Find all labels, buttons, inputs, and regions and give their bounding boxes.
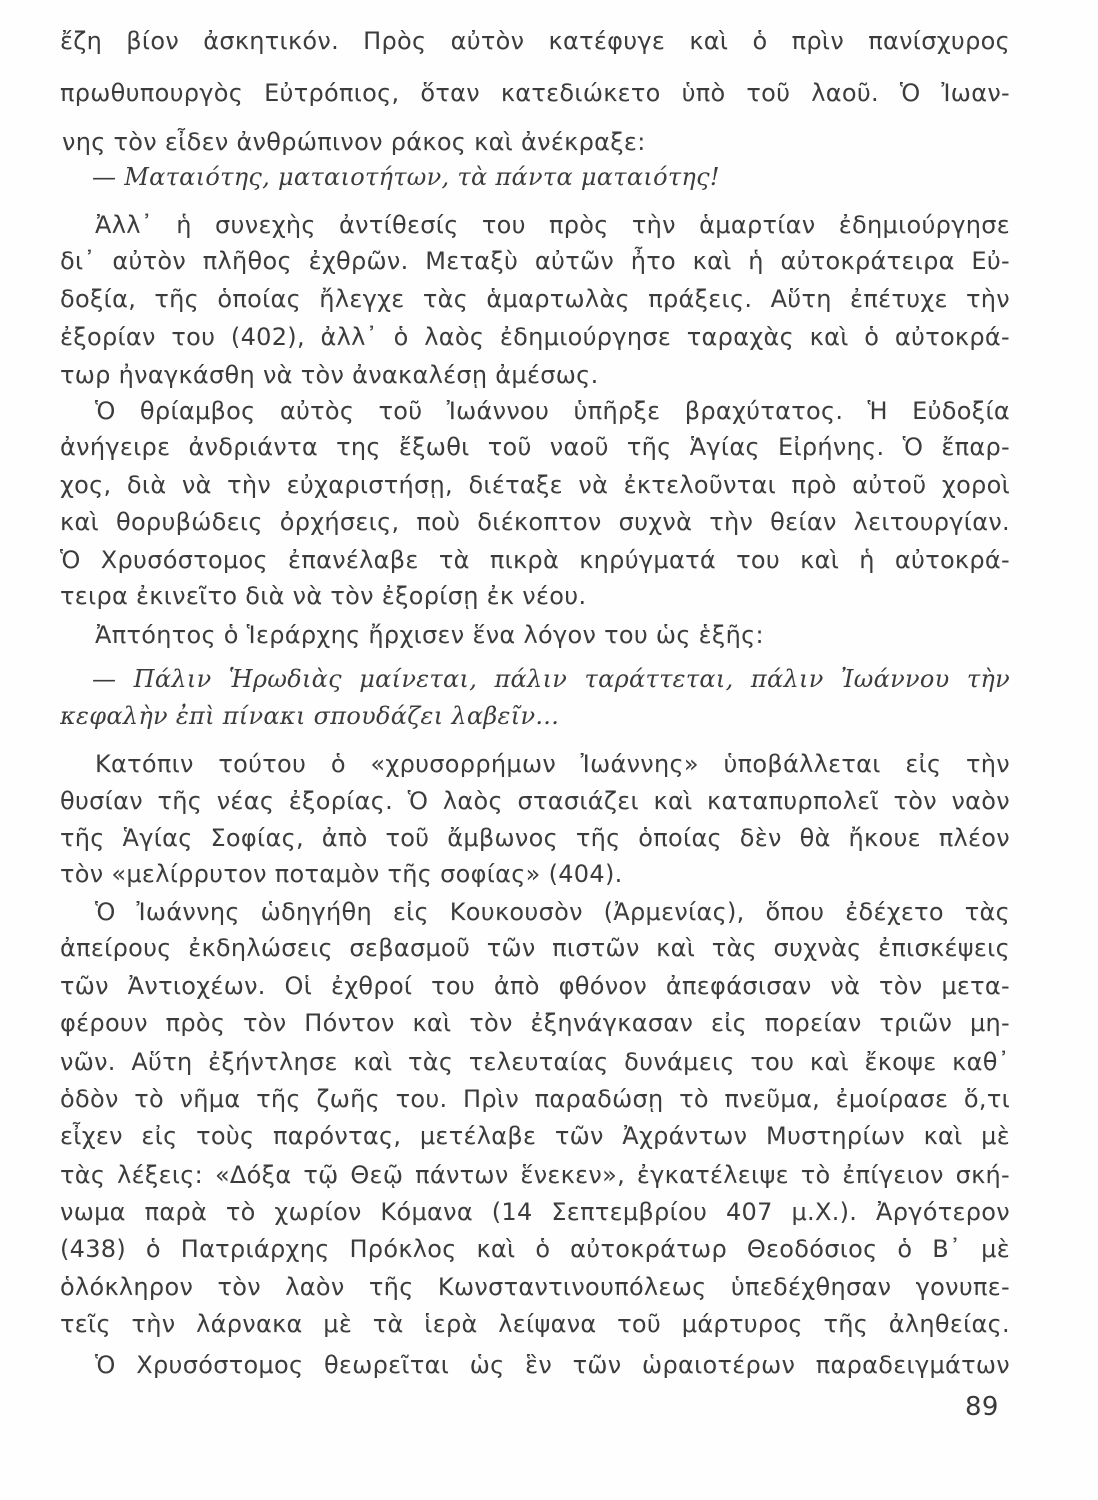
text-line-27: νῶν. Αὕτη ἐξήντλησε καὶ τὰς τελευταίας δυνάμεις του καὶ ἔκοψε καθ᾽: [60, 1048, 1010, 1076]
text-line-25: τῶν Ἀντιοχέων. Οἱ ἐχθροί του ἀπὸ φθόνον ἀπεφάσισαν νὰ τὸν μετα-: [60, 972, 1010, 1000]
text-line-16: Ἀπτόητος ὁ Ἱεράρχης ἤρχισεν ἕνα λόγον του ὡς ἑξῆς:: [95, 621, 764, 649]
text-line-26: φέρουν πρὸς τὸν Πόντον καὶ τὸν ἐξηνάγκασαν εἰς πορείαν τριῶν μη-: [60, 1009, 1010, 1037]
text-line-35: Ὁ Χρυσόστομος θεωρεῖται ὡς ἓν τῶν ὡραιοτέρων παραδειγμάτων: [95, 1351, 1010, 1379]
page-number: 89: [965, 1392, 999, 1422]
text-line-15: τειρα ἐκινεῖτο διὰ νὰ τὸν ἐξορίσῃ ἐκ νέου.: [60, 582, 587, 610]
text-line-28: ὁδὸν τὸ νῆμα τῆς ζωῆς του. Πρὶν παραδώσῃ τὸ πνεῦμα, ἐμοίρασε ὅ,τι: [60, 1085, 1010, 1113]
text-line-21: τῆς Ἁγίας Σοφίας, ἀπὸ τοῦ ἄμβωνος τῆς ὁποίας δὲν θὰ ἤκουε πλέον: [60, 824, 1010, 852]
text-line-20: θυσίαν τῆς νέας ἐξορίας. Ὁ λαὸς στασιάζει καὶ καταπυρπολεῖ τὸν ναὸν: [60, 787, 1010, 815]
text-line-8: ἐξορίαν του (402), ἀλλ᾽ ὁ λαὸς ἐδημιούργησε ταραχὰς καὶ ὁ αὐτοκρά-: [60, 323, 1010, 351]
text-line-19: Κατόπιν τούτου ὁ «χρυσορρήμων Ἰωάννης» ὑποβάλλεται εἰς τὴν: [95, 750, 1010, 778]
text-line-1: ἔζη βίον ἀσκητικόν. Πρὸς αὐτὸν κατέφυγε καὶ ὁ πρὶν πανίσχυρος: [60, 27, 1010, 55]
text-line-32: (438) ὁ Πατριάρχης Πρόκλος καὶ ὁ αὐτοκράτωρ Θεοδόσιος ὁ Β᾽ μὲ: [60, 1235, 1010, 1263]
text-line-34: τεῖς τὴν λάρνακα μὲ τὰ ἱερὰ λείψανα τοῦ μάρτυρος τῆς ἀληθείας.: [60, 1310, 1010, 1338]
text-line-23: Ὁ Ἰωάννης ὡδηγήθη εἰς Κουκουσὸν (Ἀρμενίας), ὅπου ἐδέχετο τὰς: [95, 898, 1010, 926]
text-line-31: νωμα παρὰ τὸ χωρίον Κόμανα (14 Σεπτεμβρίου 407 μ.Χ.). Ἀργότερον: [60, 1198, 1010, 1226]
quote-line-1: — Ματαιότης, ματαιοτήτων, τὰ πάντα ματαιότης!: [92, 163, 720, 191]
text-line-6: δι᾽ αὐτὸν πλῆθος ἐχθρῶν. Μεταξὺ αὐτῶν ἦτο καὶ ἡ αὐτοκράτειρα Εὐ-: [60, 247, 1010, 275]
text-line-5: Ἀλλ᾽ ἡ συνεχὴς ἀντίθεσίς του πρὸς τὴν ἁμαρτίαν ἐδημιούργησε: [95, 211, 1010, 239]
text-line-29: εἶχεν εἰς τοὺς παρόντας, μετέλαβε τῶν Ἀχράντων Μυστηρίων καὶ μὲ: [60, 1122, 1010, 1150]
text-line-9: τωρ ἠναγκάσθη νὰ τὸν ἀνακαλέσῃ ἀμέσως.: [60, 361, 599, 389]
text-line-10: Ὁ θρίαμβος αὐτὸς τοῦ Ἰωάννου ὑπῆρξε βραχύτατος. Ἡ Εὐδοξία: [95, 397, 1010, 425]
text-line-3: νης τὸν εἶδεν ἀνθρώπινον ράκος καὶ ἀνέκραξε:: [62, 128, 646, 156]
text-line-2: πρωθυπουργὸς Εὐτρόπιος, ὅταν κατεδιώκετο ὑπὸ τοῦ λαοῦ. Ὁ Ἰωαν-: [60, 79, 1010, 107]
text-line-7: δοξία, τῆς ὁποίας ἤλεγχε τὰς ἁμαρτωλὰς πράξεις. Αὕτη ἐπέτυχε τὴν: [60, 285, 1010, 313]
quote-line-2: — Πάλιν Ἡρωδιὰς μαίνεται, πάλιν ταράττεται, πάλιν Ἰωάννου τὴν: [92, 665, 1010, 693]
text-line-13: καὶ θορυβώδεις ὀρχήσεις, ποὺ διέκοπτον συχνὰ τὴν θείαν λειτουργίαν.: [60, 508, 1010, 536]
text-line-24: ἀπείρους ἐκδηλώσεις σεβασμοῦ τῶν πιστῶν καὶ τὰς συχνὰς ἐπισκέψεις: [60, 934, 1010, 962]
text-line-30: τὰς λέξεις: «Δόξα τῷ Θεῷ πάντων ἕνεκεν», ἐγκατέλειψε τὸ ἐπίγειον σκή-: [60, 1161, 1010, 1189]
text-line-12: χος, διὰ νὰ τὴν εὐχαριστήσῃ, διέταξε νὰ ἐκτελοῦνται πρὸ αὐτοῦ χοροὶ: [60, 471, 1010, 499]
text-line-22: τὸν «μελίρρυτον ποταμὸν τῆς σοφίας» (404).: [60, 860, 623, 888]
text-line-14: Ὁ Χρυσόστομος ἐπανέλαβε τὰ πικρὰ κηρύγματά του καὶ ἡ αὐτοκρά-: [60, 546, 1010, 574]
text-line-33: ὁλόκληρον τὸν λαὸν τῆς Κωνσταντινουπόλεως ὑπεδέχθησαν γονυπε-: [60, 1273, 1010, 1301]
quote-line-3: κεφαλὴν ἐπὶ πίνακι σπουδάζει λαβεῖν...: [60, 702, 560, 730]
text-line-11: ἀνήγειρε ἀνδριάντα της ἔξωθι τοῦ ναοῦ τῆς Ἁγίας Εἰρήνης. Ὁ ἔπαρ-: [60, 433, 1010, 461]
